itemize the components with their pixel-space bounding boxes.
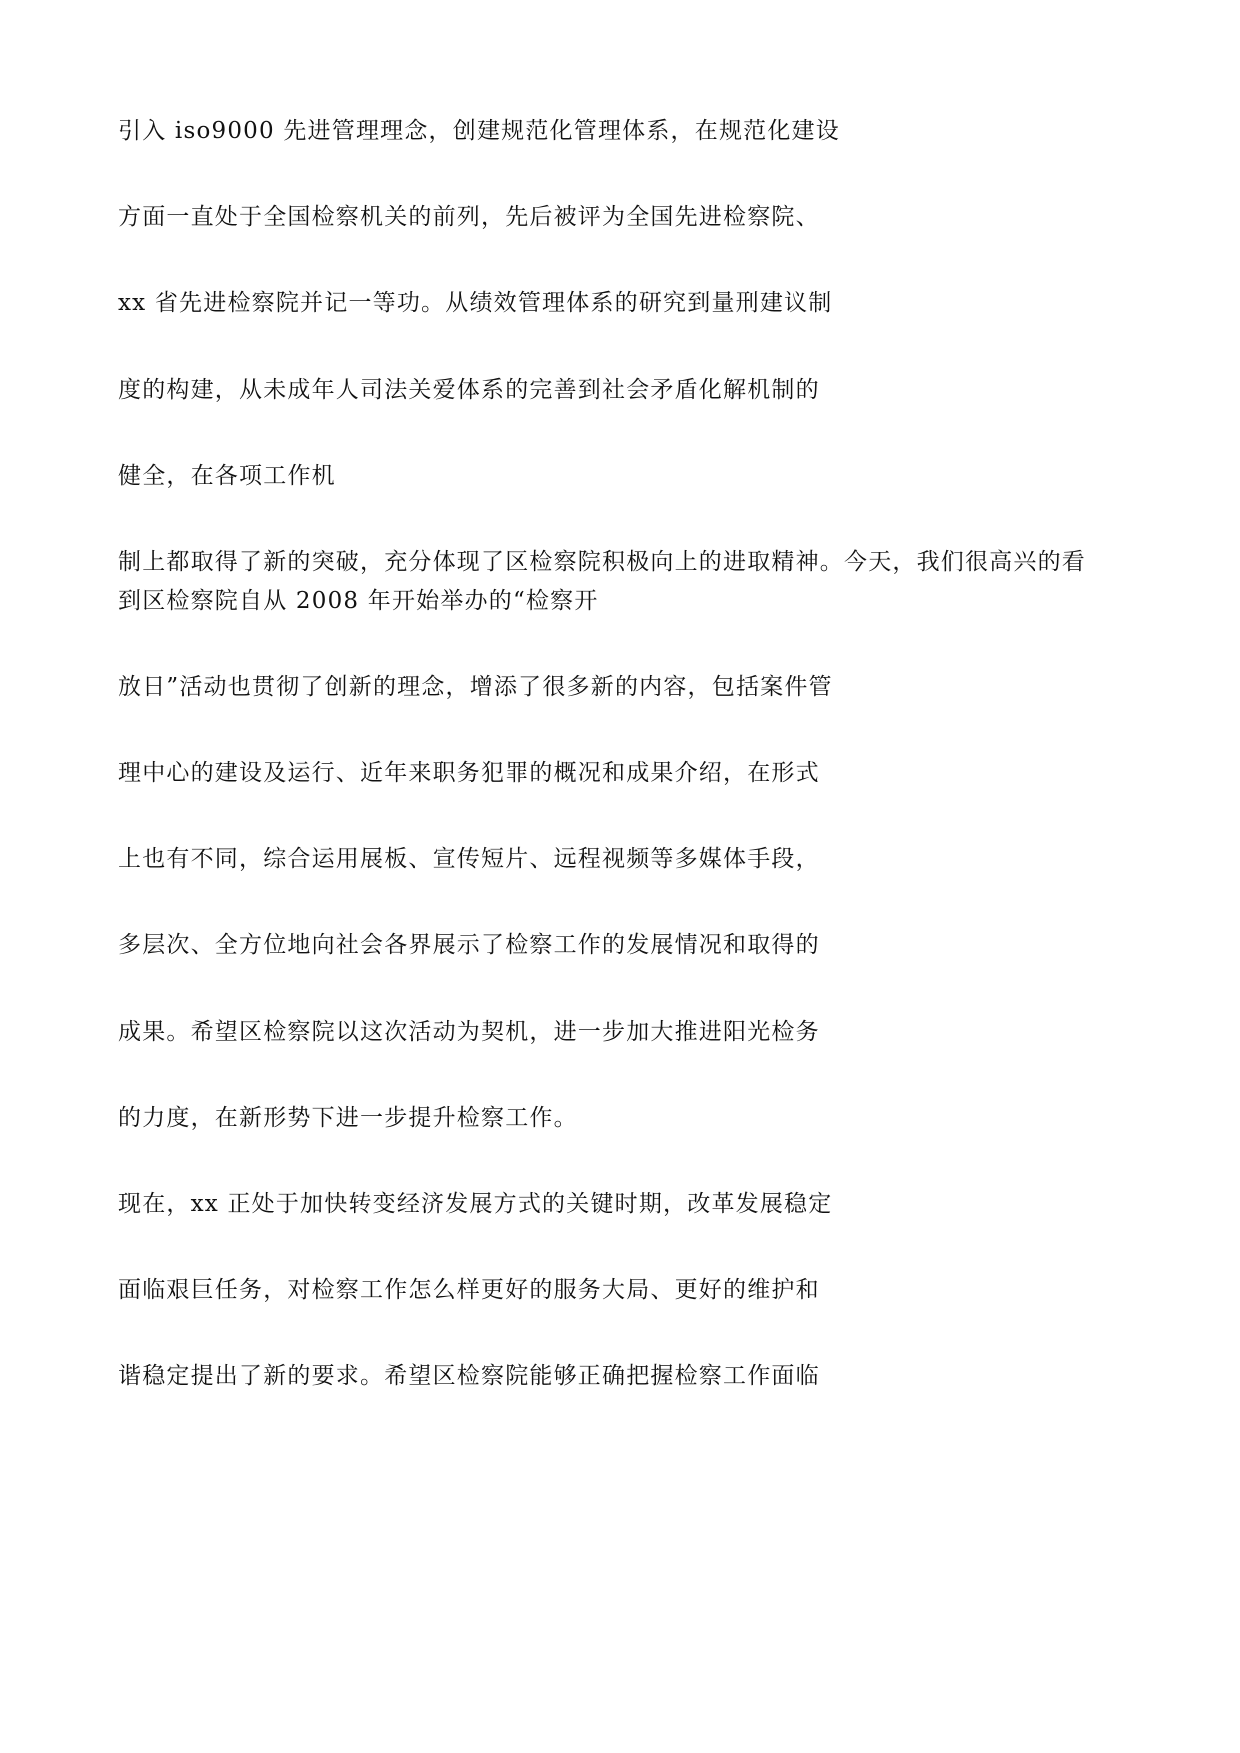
text-line: 引入 iso9000 先进管理理念，创建规范化管理体系，在规范化建设 <box>118 118 840 144</box>
text-line: 多层次、全方位地向社会各界展示了检察工作的发展情况和取得的 <box>118 932 820 958</box>
text-line: xx 省先进检察院并记一等功。从绩效管理体系的研究到量刑建议制 <box>118 290 833 316</box>
text-line: 的力度，在新形势下进一步提升检察工作。 <box>118 1105 578 1131</box>
text-line: 理中心的建设及运行、近年来职务犯罪的概况和成果介绍，在形式 <box>118 760 820 786</box>
text-line: 制上都取得了新的突破，充分体现了区检察院积极向上的进取精神。今天，我们很高兴的看 <box>118 549 1086 575</box>
text-line: 谐稳定提出了新的要求。希望区检察院能够正确把握检察工作面临 <box>118 1363 820 1389</box>
text-line: 面临艰巨任务，对检察工作怎么样更好的服务大局、更好的维护和 <box>118 1277 820 1303</box>
text-line: 方面一直处于全国检察机关的前列，先后被评为全国先进检察院、 <box>118 204 820 230</box>
text-line: 成果。希望区检察院以这次活动为契机，进一步加大推进阳光检务 <box>118 1019 820 1045</box>
text-line: 上也有不同，综合运用展板、宣传短片、远程视频等多媒体手段， <box>118 846 820 872</box>
text-line: 到区检察院自从 2008 年开始举办的“检察开 <box>118 588 599 614</box>
text-line: 度的构建，从未成年人司法关爱体系的完善到社会矛盾化解机制的 <box>118 377 820 403</box>
text-line: 现在，xx 正处于加快转变经济发展方式的关键时期，改革发展稳定 <box>118 1191 833 1217</box>
text-line: 健全，在各项工作机 <box>118 463 336 489</box>
text-line: 放日”活动也贯彻了创新的理念，增添了很多新的内容，包括案件管 <box>118 674 833 700</box>
